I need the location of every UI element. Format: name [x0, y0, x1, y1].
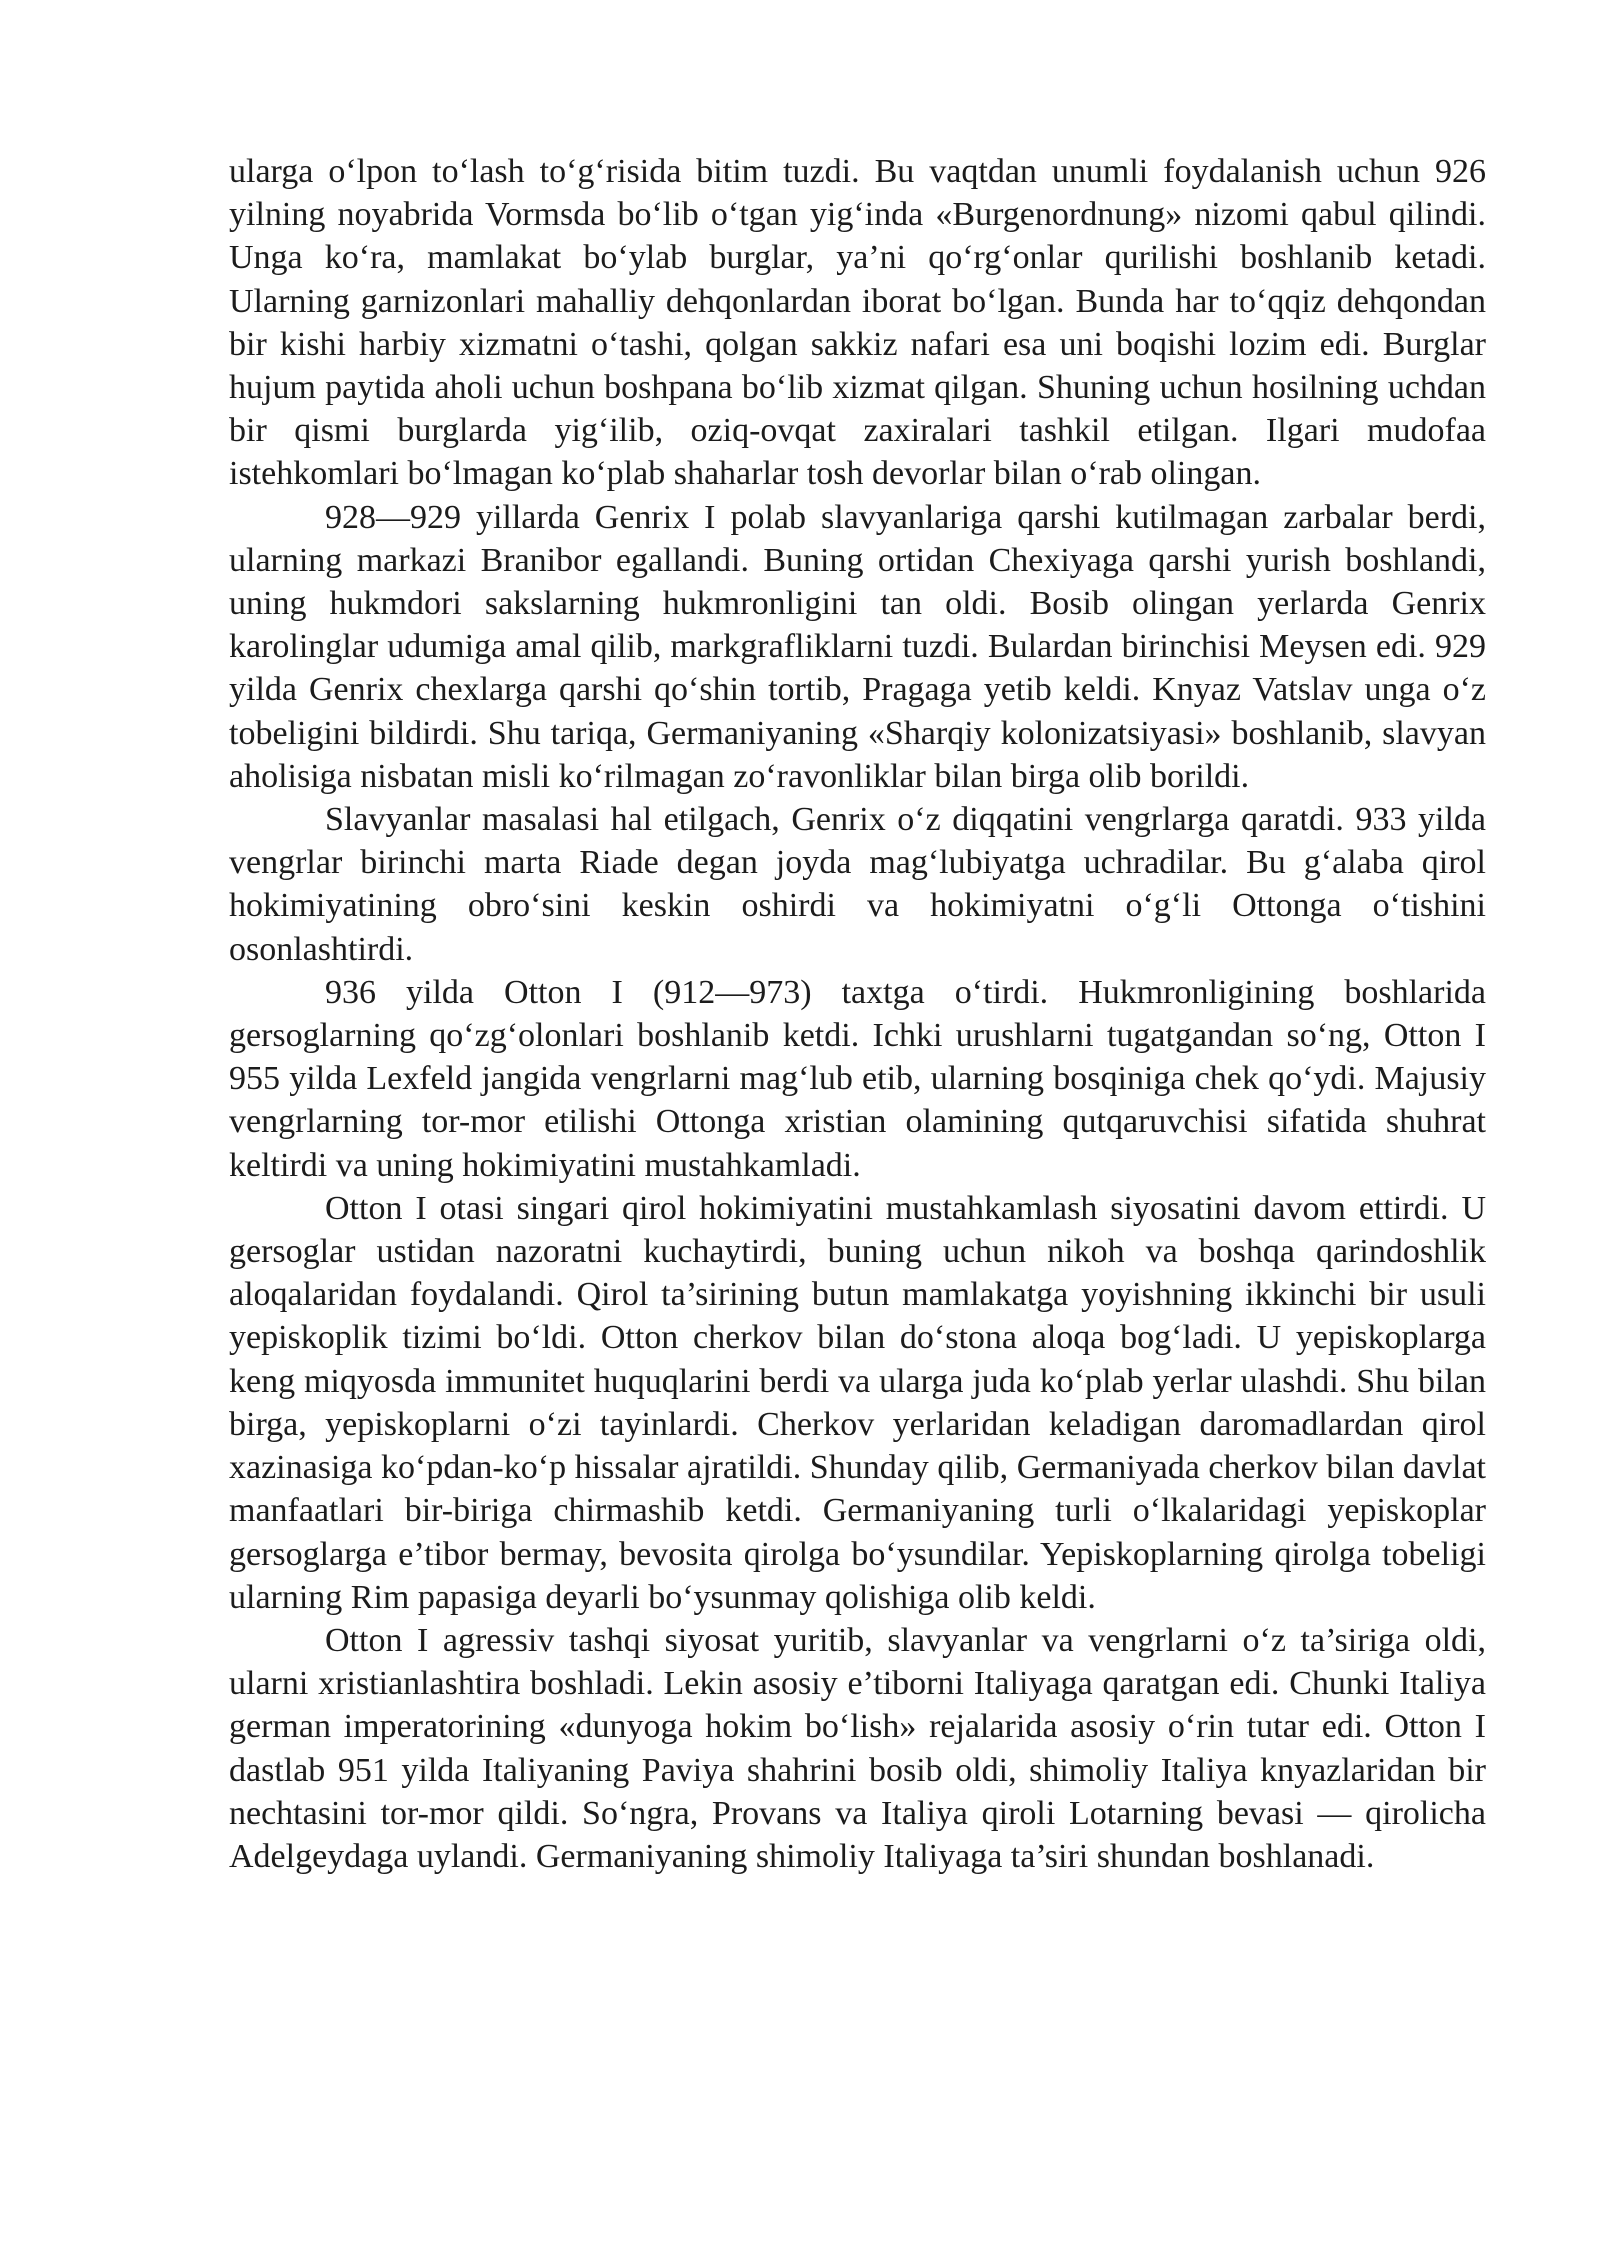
paragraph-continuation: ularga o‘lpon to‘lash to‘g‘risida bitim tuzdi. Bu vaqtdan unumli foydalanish uchun 926 yilning noyabrida Vormsda bo‘lib o‘tgan yig‘inda «Burgenordnung» nizomi qabul qilindi. Unga ko‘ra, mamlakat bo‘ylab burglar, ya’ni qo‘rg‘onlar qurilishi boshlanib ketadi. Ularning garnizonlari mahalliy dehqonlardan iborat bo‘lgan. Bunda har to‘qqiz dehqondan bir kishi harbiy xizmatni o‘tashi, qolgan sakkiz nafari esa uni boqishi lozim edi. Burglar hujum paytida aholi uchun boshpana bo‘lib xizmat qilgan. Shuning uchun hosilning uchdan bir qismi burglarda yig‘ilib, oziq-ovqat zaxiralari tashkil etilgan. Ilgari mudofaa istehkomlari bo‘lmagan ko‘plab shaharlar tosh devorlar bilan o‘rab olingan. [229, 153, 1486, 493]
paragraph-church-policy: Otton I otasi singari qirol hokimiyatini mustahkamlash siyosatini davom ettirdi. U gersoglar ustidan nazoratni kuchaytirdi, buning uchun nikoh va boshqa qarindoshlik aloqalaridan foydalandi. Qirol ta’sirining butun mamlakatga yoyishning ikkinchi bir usuli yepiskoplik tizimi bo‘ldi. Otton cherkov bilan do‘stona aloqa bog‘ladi. U yepiskoplarga keng miqyosda immunitet huquqlarini berdi va ularga juda ko‘plab yerlar ulashdi. Shu bilan birga, yepiskoplarni o‘zi tayinlardi. Cherkov yerlaridan keladigan daromadlardan qirol xazinasiga ko‘pdan-ko‘p hissalar ajratildi. Shunday qilib, Germaniyada cherkov bilan davlat manfaatlari bir-biriga chirmashib ketdi. Germaniyaning turli o‘lkalaridagi yepiskoplar gersoglarga e’tibor bermay, bevosita qirolga bo‘ysundilar. Yepiskoplarning qirolga tobeligi ularning Rim papasiga deyarli bo‘ysunmay qolishiga olib keldi. [229, 1189, 1486, 1616]
document-page [229, 150, 1486, 1878]
paragraph-hungarians: Slavyanlar masalasi hal etilgach, Genrix o‘z diqqatini vengrlarga qaratdi. 933 yilda vengrlar birinchi marta Riade degan joyda mag‘lubiyatga uchradilar. Bu g‘alaba qirol hokimiyatining obro‘sini keskin oshirdi va hokimiyatni o‘g‘li Ottonga o‘tishini osonlashtirdi. [229, 801, 1486, 968]
paragraph-otton-accession: 936 yilda Otton I (912—973) taxtga o‘tirdi. Hukmronligining boshlarida gersoglarning qo‘zg‘olonlari boshlanib ketdi. Ichki urushlarni tugatgandan so‘ng, Otton I 955 yilda Lexfeld jangida vengrlarni mag‘lub etib, ularning bosqiniga chek qo‘ydi. Majusiy vengrlarning tor-mor etilishi Ottonga xristian olamining qutqaruvchisi sifatida shuhrat keltirdi va uning hokimiyatini mustahkamladi. [229, 973, 1486, 1184]
paragraph-foreign-policy: Otton I agressiv tashqi siyosat yuritib, slavyanlar va vengrlarni o‘z ta’siriga oldi, ularni xristianlashtira boshladi. Lekin asosiy e’tiborni Italiyaga qaratgan edi. Chunki Italiya german imperatorining «dunyoga hokim bo‘lish» rejalarida asosiy o‘rin tutar edi. Otton I dastlab 951 yilda Italiyaning Paviya shahrini bosib oldi, shimoliy Italiya knyazlaridan bir nechtasini tor-mor qildi. So‘ngra, Provans va Italiya qiroli Lotarning bevasi — qirolicha Adelgeydaga uylandi. Germaniyaning shimoliy Italiyaga ta’siri shundan boshlanadi. [229, 1621, 1486, 1875]
paragraph-slavic-campaign: 928—929 yillarda Genrix I polab slavyanlariga qarshi kutilmagan zarbalar berdi, ularning markazi Branibor egallandi. Buning ortidan Chexiyaga qarshi yurish boshlandi, uning hukmdori sakslarning hukmronligini tan oldi. Bosib olingan yerlarda Genrix karolinglar udumiga amal qilib, markgrafliklarni tuzdi. Bulardan birinchisi Meysen edi. 929 yilda Genrix chexlarga qarshi qo‘shin tortib, Pragaga yetib keldi. Knyaz Vatslav unga o‘z tobeligini bildirdi. Shu tariqa, Germaniyaning «Sharqiy kolonizatsiyasi» boshlanib, slavyan aholisiga nisbatan misli ko‘rilmagan zo‘ravonliklar bilan birga olib borildi. [229, 498, 1486, 795]
